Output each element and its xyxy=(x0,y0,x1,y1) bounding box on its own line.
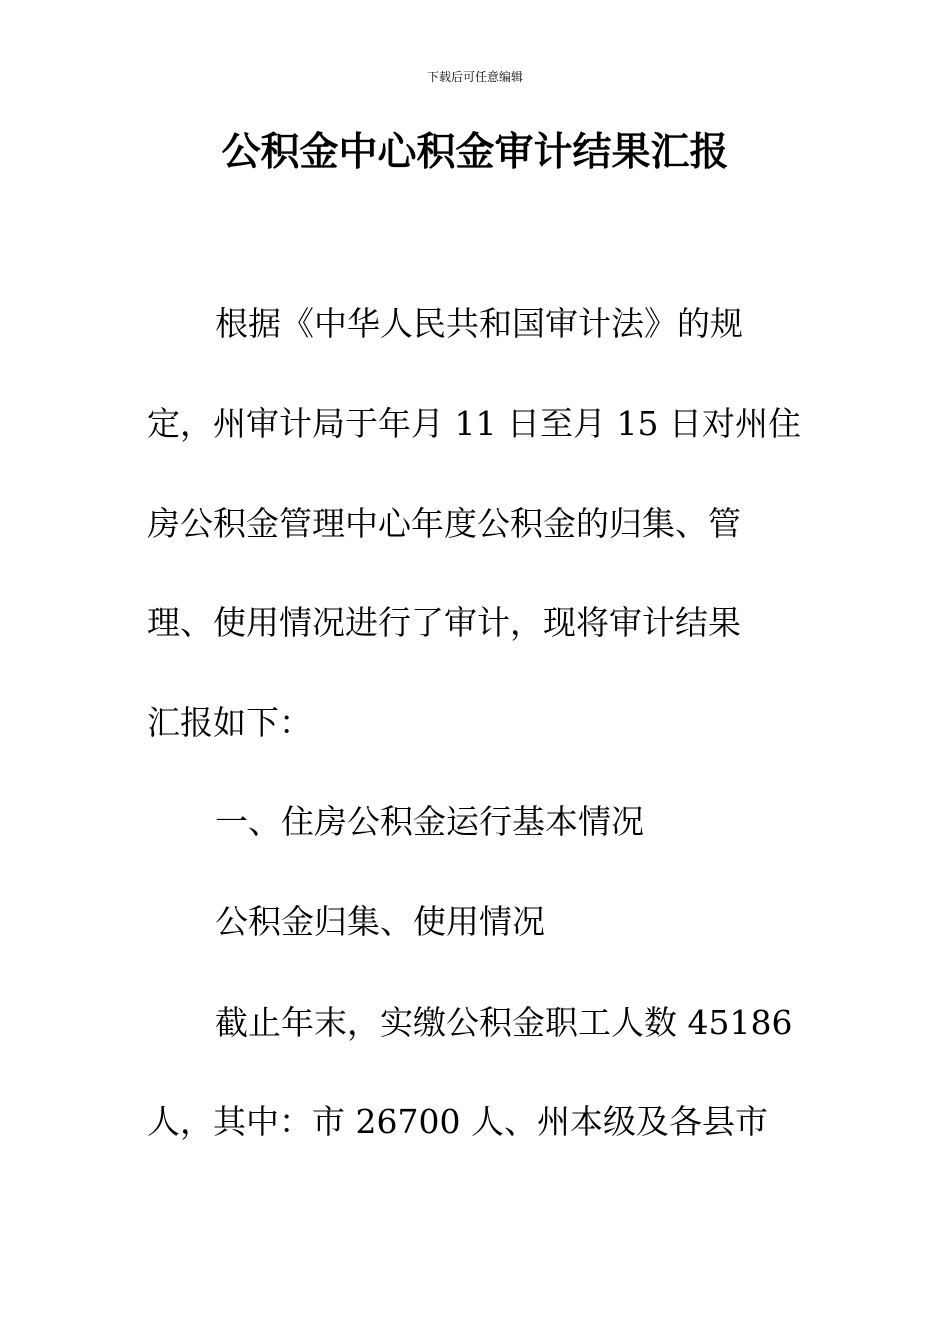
paragraph-line: 定，州审计局于年月 11 日至月 15 日对州住 xyxy=(147,404,801,443)
paragraph-line: 房公积金管理中心年度公积金的归集、管 xyxy=(147,504,741,543)
header-note: 下载后可任意编辑 xyxy=(426,70,523,84)
paragraph-line: 根据《中华人民共和国审计法》的规 xyxy=(215,304,743,343)
paragraph-line: 人，其中：市 26700 人、州本级及各县市 xyxy=(147,1102,768,1141)
document-title: 公积金中心积金审计结果汇报 xyxy=(221,130,729,175)
paragraph-line: 汇报如下： xyxy=(147,703,312,742)
paragraph-line: 截止年末，实缴公积金职工人数 45186 xyxy=(215,1003,793,1042)
subsection-heading: 公积金归集、使用情况 xyxy=(215,902,545,941)
section-heading: 一、住房公积金运行基本情况 xyxy=(215,802,644,841)
paragraph-line: 理、使用情况进行了审计，现将审计结果 xyxy=(147,603,741,642)
